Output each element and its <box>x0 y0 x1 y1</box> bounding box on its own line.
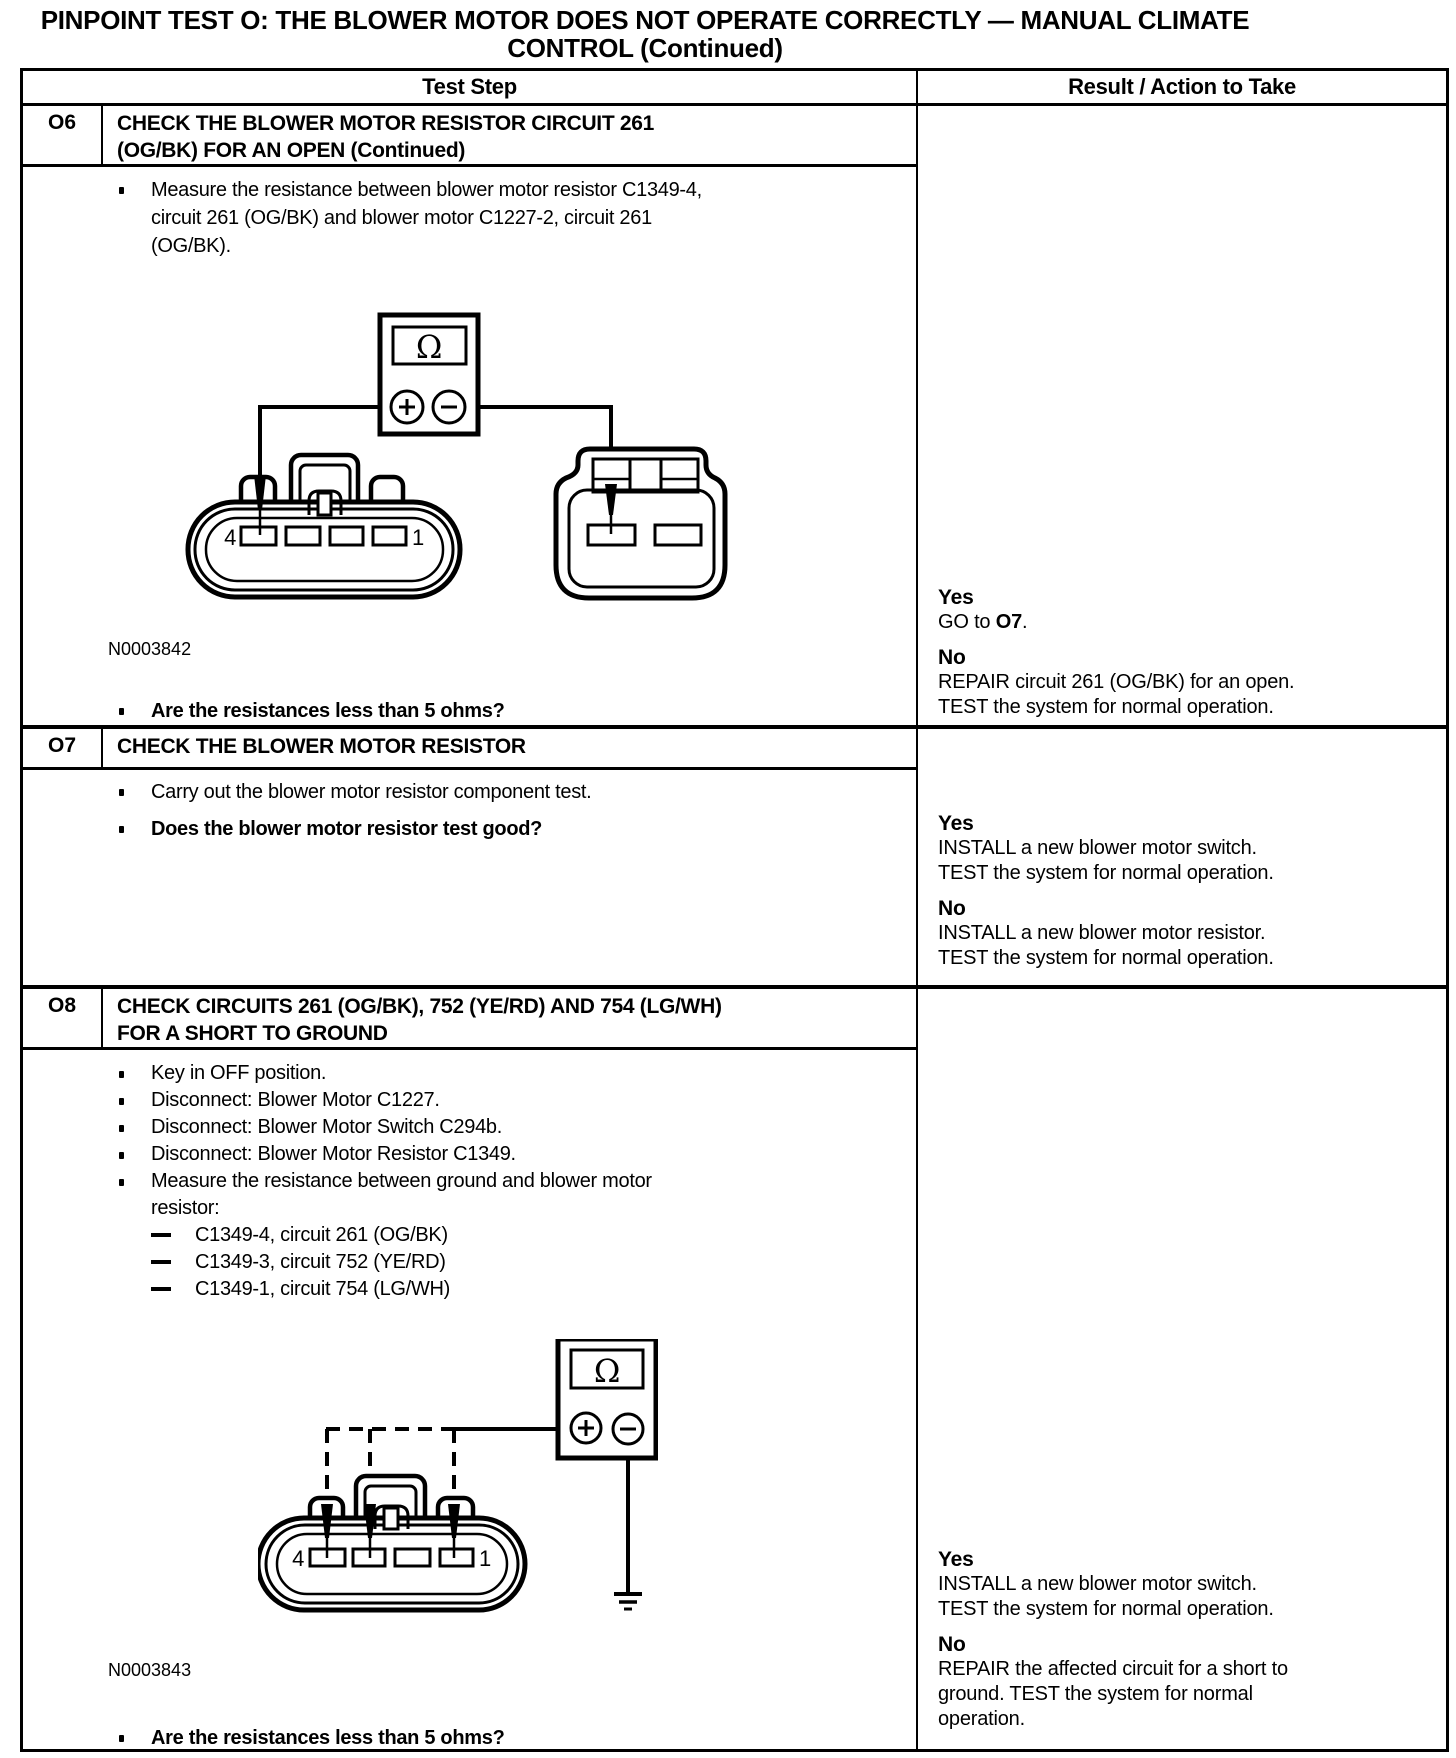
action-text: GO to <box>938 611 996 633</box>
no-label: No <box>938 1633 966 1656</box>
step-title-row <box>23 989 916 1050</box>
pin-label-1: 1 <box>479 1546 491 1571</box>
list-item-text: Disconnect: Blower Motor Resistor C1349. <box>151 1143 516 1165</box>
column-header-result: Result / Action to Take <box>1068 74 1296 99</box>
text-line: Measure the resistance between ground and blower motor <box>151 1170 652 1192</box>
connector-lock-tab <box>318 493 331 515</box>
no-action-line: INSTALL a new blower motor resistor. <box>938 922 1266 944</box>
pin-4 <box>241 527 276 545</box>
page-title <box>0 6 1290 62</box>
ohmmeter-ground-test-diagram <box>258 1339 658 1631</box>
bullet-icon <box>119 1724 151 1752</box>
no-action-line: REPAIR the affected circuit for a short to <box>938 1658 1288 1680</box>
step-content <box>23 167 916 725</box>
blower-motor-connector <box>556 449 725 598</box>
figure-label: N0003842 <box>108 639 192 659</box>
blower-motor-resistor-connector <box>188 455 460 597</box>
bullet-icon <box>119 1141 151 1168</box>
pin-2 <box>330 527 363 545</box>
step-row-O8 <box>23 989 1446 1752</box>
question-item <box>119 697 916 725</box>
yes-label: Yes <box>938 1548 974 1571</box>
ohmmeter-connector-diagram <box>183 312 733 607</box>
yes-action-line: INSTALL a new blower motor switch. <box>938 1573 1257 1595</box>
column-header-test-step: Test Step <box>23 71 918 103</box>
pin-label-1: 1 <box>412 525 424 550</box>
list-item <box>119 1141 916 1168</box>
no-action-line: TEST the system for normal operation. <box>938 696 1274 718</box>
dash-icon <box>151 1222 195 1249</box>
text-line: resistor: <box>151 1197 220 1219</box>
step-content <box>23 1050 916 1752</box>
text-line: circuit 261 (OG/BK) and blower motor C1227-2, circuit 261 <box>151 207 652 229</box>
test-step-cell-O7 <box>23 729 918 985</box>
step-number: O7 <box>23 729 103 767</box>
bullet-icon <box>119 697 151 725</box>
step-title <box>103 106 664 164</box>
pin-2 <box>395 1549 430 1566</box>
list-item-text: C1349-3, circuit 752 (YE/RD) <box>195 1251 446 1273</box>
no-action-line: TEST the system for normal operation. <box>938 947 1274 969</box>
blower-motor-resistor-connector <box>258 1476 525 1610</box>
dash-list-item <box>151 1276 916 1303</box>
bullet-icon <box>119 1114 151 1141</box>
list-item-text: Key in OFF position. <box>151 1062 327 1084</box>
ground-symbol-icon <box>614 1594 642 1609</box>
pin-label-4: 4 <box>224 525 236 550</box>
no-label: No <box>938 897 966 920</box>
step-reference: O7 <box>995 611 1022 633</box>
list-item <box>119 176 916 260</box>
question-text: Does the blower motor resistor test good? <box>151 818 543 840</box>
pin-1 <box>655 525 701 545</box>
no-label: No <box>938 646 966 669</box>
yes-action-line: INSTALL a new blower motor switch. <box>938 837 1257 859</box>
bullet-icon <box>119 176 151 260</box>
dash-icon <box>151 1249 195 1276</box>
bullet-icon <box>119 778 151 806</box>
text-line: (OG/BK). <box>151 235 231 257</box>
list-item-text <box>151 176 702 260</box>
step-number: O6 <box>23 106 103 164</box>
pin-1 <box>373 527 406 545</box>
bullet-icon <box>119 1087 151 1114</box>
list-item <box>119 1060 916 1087</box>
yes-label: Yes <box>938 586 974 609</box>
question-item <box>119 815 916 843</box>
result-cell-O6 <box>918 106 1446 725</box>
list-item <box>119 778 916 806</box>
yes-action-line: TEST the system for normal operation. <box>938 1598 1274 1620</box>
pin-3 <box>286 527 320 545</box>
no-action-line: operation. <box>938 1708 1025 1730</box>
pin-1 <box>440 1549 473 1566</box>
step-title-line: (OG/BK) FOR AN OPEN (Continued) <box>117 139 466 162</box>
ohm-symbol: Ω <box>593 1352 621 1390</box>
step-content <box>23 770 916 985</box>
pin-label-4: 4 <box>292 1546 304 1571</box>
list-item <box>119 1168 916 1222</box>
list-item <box>119 1114 916 1141</box>
dash-list-item <box>151 1249 916 1276</box>
test-step-cell-O8 <box>23 989 918 1752</box>
no-action-line: REPAIR circuit 261 (OG/BK) for an open. <box>938 671 1295 693</box>
step-row-O6 <box>23 106 1446 729</box>
pinpoint-test-table <box>20 68 1449 1752</box>
step-title <box>103 729 536 767</box>
result-cell-O7 <box>918 729 1446 985</box>
test-step-cell-O6 <box>23 106 918 725</box>
page-title-line: PINPOINT TEST O: THE BLOWER MOTOR DOES NOT OPERATE CORRECTLY — MANUAL CLIMATE <box>40 5 1250 35</box>
bullet-icon <box>119 1060 151 1087</box>
dash-icon <box>151 1276 195 1303</box>
list-item-text <box>151 1168 652 1222</box>
text-line: Measure the resistance between blower motor resistor C1349-4, <box>151 179 702 201</box>
yes-action <box>938 610 1434 635</box>
table-header-row <box>23 71 1446 106</box>
yes-label: Yes <box>938 812 974 835</box>
step-title-row <box>23 729 916 770</box>
list-item <box>119 1087 916 1114</box>
dash-list-item <box>151 1222 916 1249</box>
bullet-icon <box>119 815 151 843</box>
step-title-line: CHECK THE BLOWER MOTOR RESISTOR CIRCUIT 261 <box>117 112 655 135</box>
yes-action-line: TEST the system for normal operation. <box>938 862 1274 884</box>
step-title-line: FOR A SHORT TO GROUND <box>117 1022 388 1045</box>
page-title-line: CONTROL (Continued) <box>507 33 783 63</box>
question-text: Are the resistances less than 5 ohms? <box>151 1727 505 1749</box>
question-text: Are the resistances less than 5 ohms? <box>151 700 505 722</box>
ohm-symbol: Ω <box>415 328 443 366</box>
step-number: O8 <box>23 989 103 1047</box>
result-cell-O8 <box>918 989 1446 1752</box>
no-action-line: ground. TEST the system for normal <box>938 1683 1253 1705</box>
connector-lock-tab <box>384 1508 398 1529</box>
step-title-row <box>23 106 916 167</box>
list-item-text: Disconnect: Blower Motor Switch C294b. <box>151 1116 502 1138</box>
bullet-icon <box>119 1168 151 1222</box>
step-title-line: CHECK THE BLOWER MOTOR RESISTOR <box>117 735 526 758</box>
figure-label: N0003843 <box>108 1660 192 1680</box>
list-item-text: C1349-4, circuit 261 (OG/BK) <box>195 1224 448 1246</box>
question-item <box>119 1724 916 1752</box>
step-title <box>103 989 732 1047</box>
step-title-line: CHECK CIRCUITS 261 (OG/BK), 752 (YE/RD) AND 754 (LG/WH) <box>117 995 722 1018</box>
list-item-text: C1349-1, circuit 754 (LG/WH) <box>195 1278 451 1300</box>
list-item-text: Disconnect: Blower Motor C1227. <box>151 1089 440 1111</box>
list-item-text: Carry out the blower motor resistor component test. <box>151 781 592 803</box>
action-text: . <box>1022 611 1028 633</box>
step-row-O7 <box>23 729 1446 989</box>
